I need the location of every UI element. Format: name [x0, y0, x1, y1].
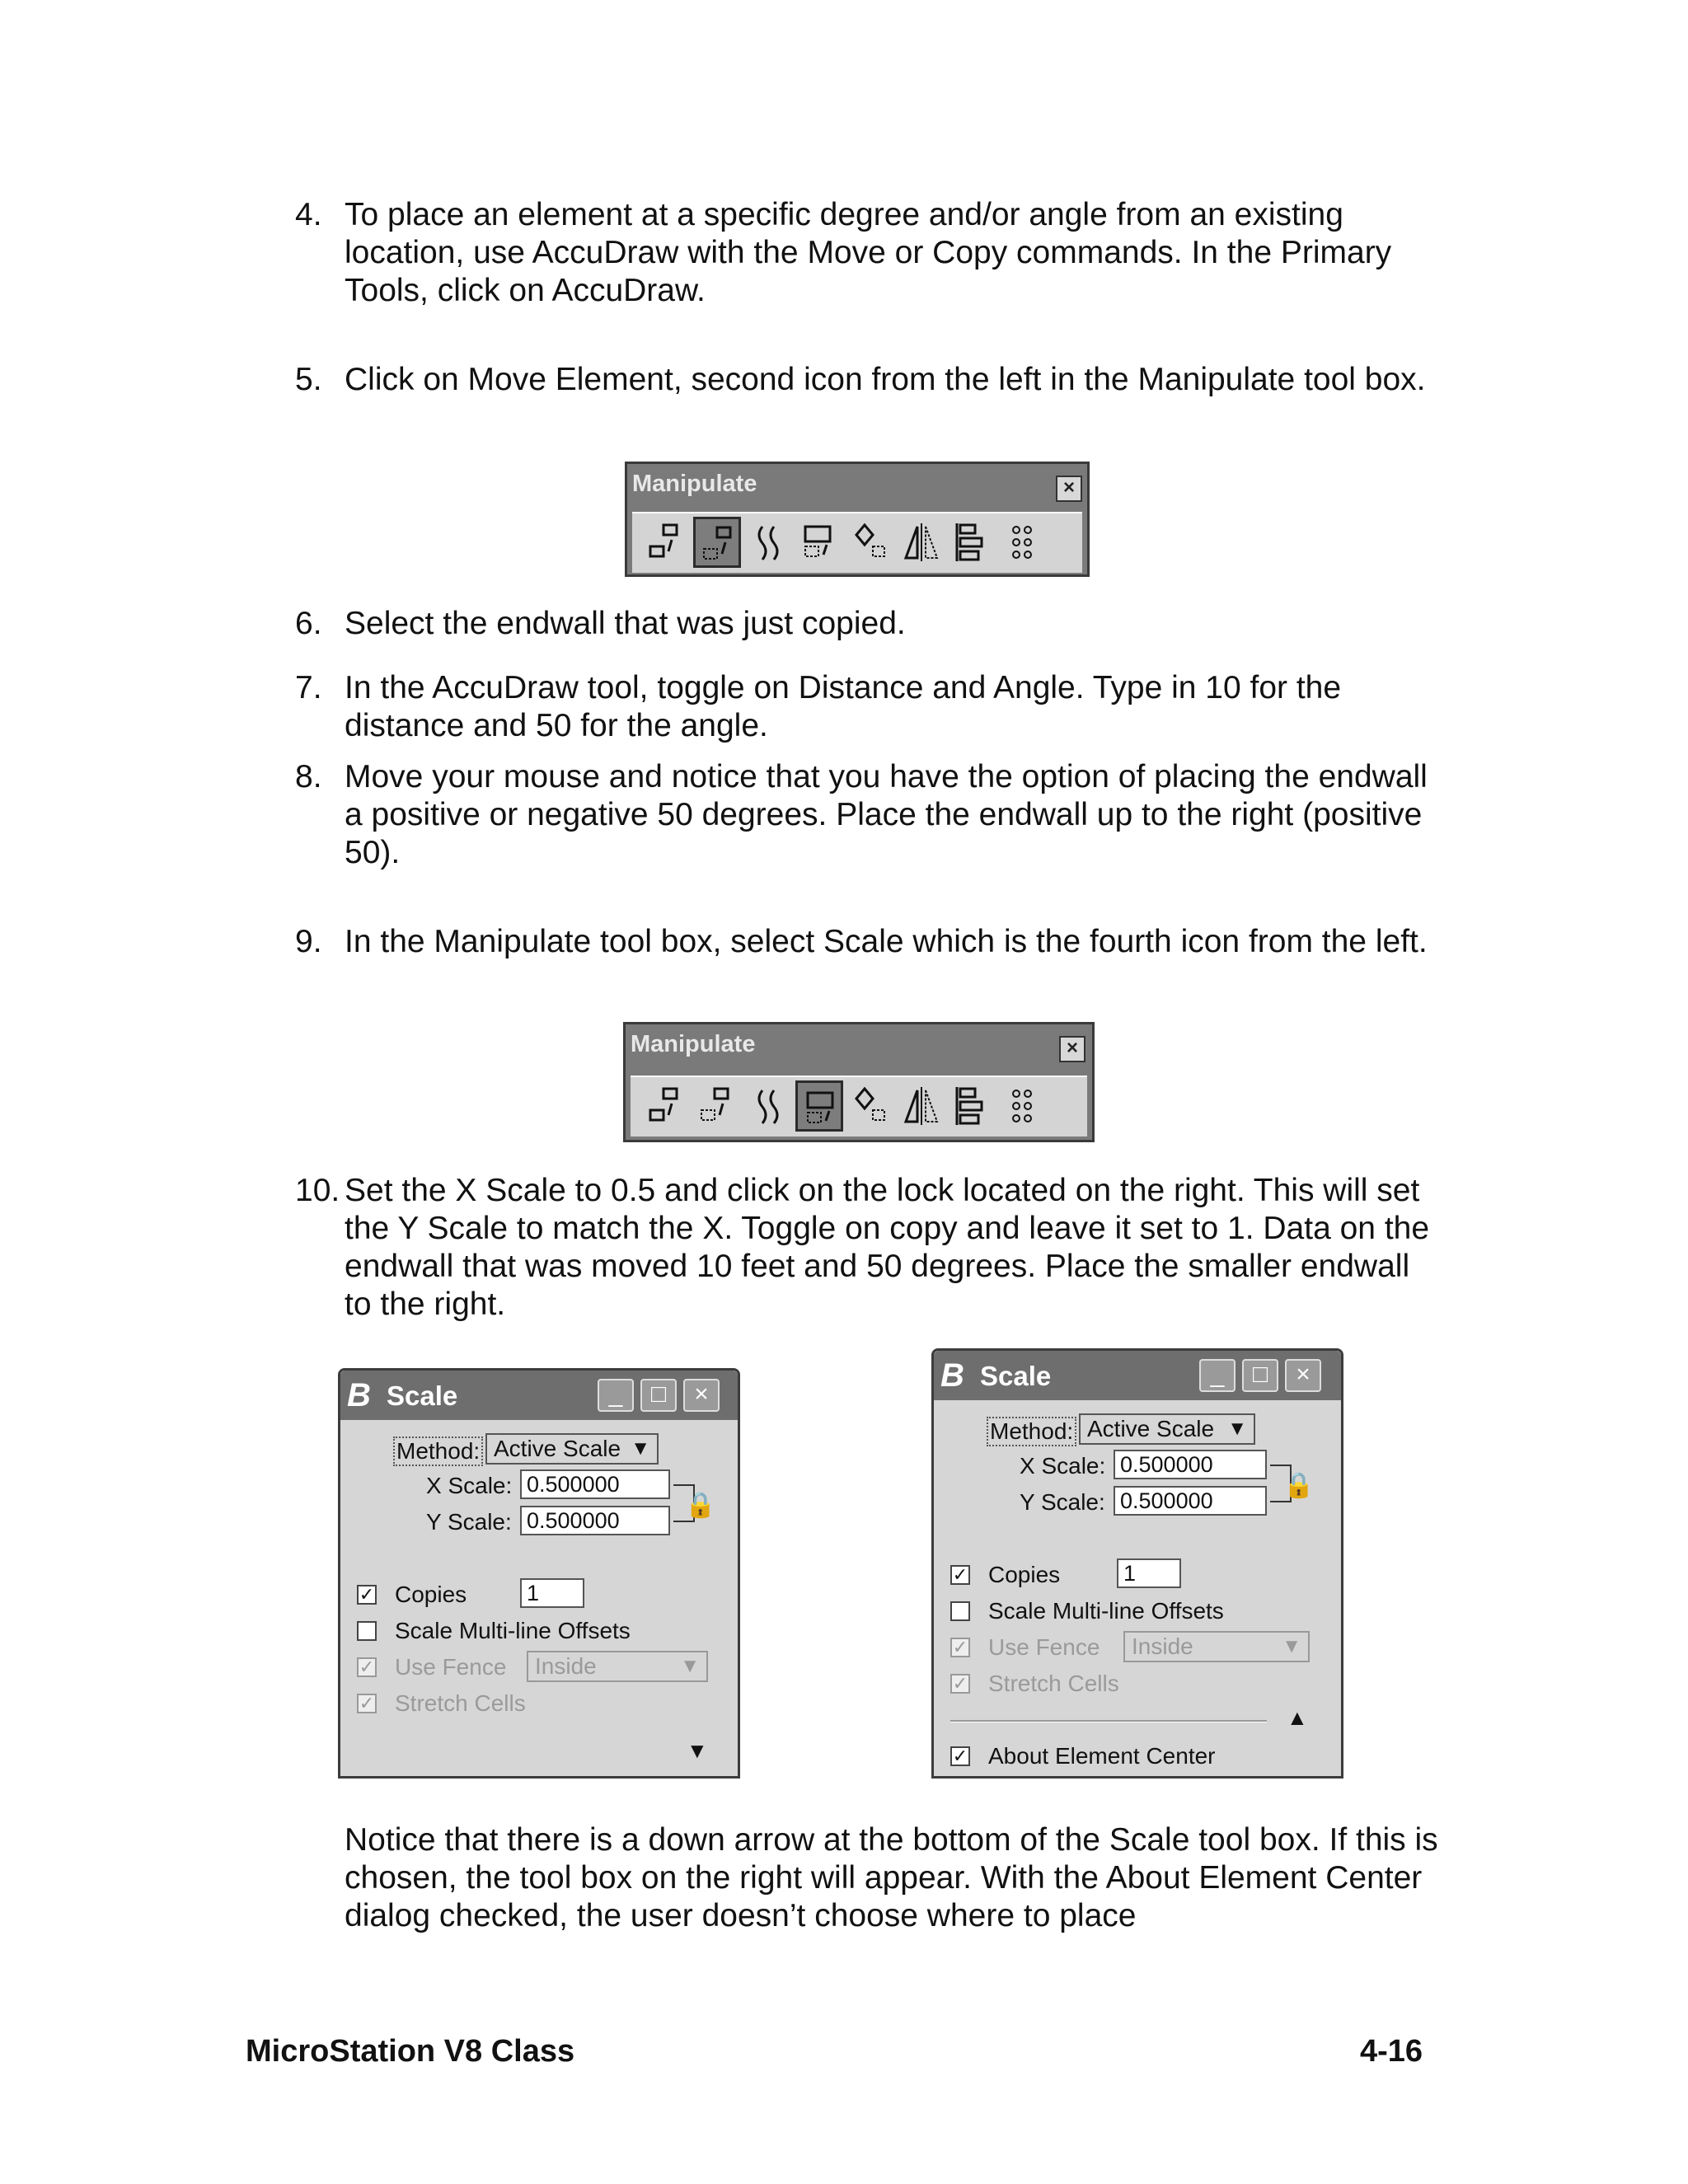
maximize-button[interactable]: □ [1242, 1359, 1278, 1392]
construct-array-tool[interactable] [1000, 517, 1048, 568]
step-number: 9. [295, 924, 322, 959]
microstation-logo-icon: B [347, 1377, 371, 1413]
step-text: Select the endwall that was just copied. [345, 606, 906, 641]
step-text: Set the X Scale to 0.5 and click on the lock located on the right. This will set the Y Scale to match the X. Toggle on copy and leave it set to 1. Data on the endwall that was moved 10 feet and 50 degrees. Place the smaller endwall to the right. [345, 1173, 1430, 1322]
expand-down-arrow-icon[interactable]: ▼ [687, 1738, 708, 1763]
about-element-center-label: About Element Center [988, 1743, 1216, 1769]
x-scale-label: X Scale: [426, 1473, 513, 1498]
dialog-title: Scale [387, 1380, 458, 1411]
collapse-up-arrow-icon[interactable]: ▲ [1287, 1705, 1308, 1730]
step-number: 8. [295, 759, 322, 794]
step-number: 6. [295, 606, 322, 641]
method-value: Active Scale [1087, 1416, 1215, 1441]
manipulate-toolbox-2 [623, 1022, 1095, 1142]
move-element-tool[interactable] [693, 1080, 741, 1132]
copies-input[interactable]: 1 [1117, 1558, 1181, 1588]
stretch-cells-label: Stretch Cells [395, 1690, 526, 1716]
scale-dialog-collapsed [338, 1368, 740, 1779]
scale-tool[interactable] [795, 1080, 843, 1132]
fence-mode-value: Inside [1132, 1633, 1193, 1659]
copy-element-tool[interactable] [642, 517, 690, 568]
y-scale-input[interactable]: 0.500000 [1114, 1486, 1267, 1516]
lock-icon[interactable]: 🔒 [1283, 1472, 1315, 1499]
rotate-tool[interactable] [846, 517, 894, 568]
close-button[interactable]: × [1285, 1359, 1321, 1392]
y-scale-input[interactable]: 0.500000 [520, 1506, 670, 1535]
x-scale-input[interactable]: 0.500000 [1114, 1450, 1267, 1479]
manipulate-toolbox-1 [625, 462, 1090, 577]
method-select[interactable] [1079, 1413, 1255, 1445]
mirror-tool[interactable] [898, 1080, 945, 1132]
stretch-cells-label: Stretch Cells [988, 1671, 1119, 1696]
maximize-button[interactable]: □ [640, 1379, 677, 1412]
move-element-tool[interactable] [693, 517, 741, 568]
fence-mode-select[interactable] [527, 1651, 708, 1682]
close-button[interactable]: × [1056, 476, 1082, 502]
x-scale-label: X Scale: [1020, 1453, 1106, 1479]
copies-checkbox[interactable]: ✓ [357, 1585, 377, 1605]
multiline-offsets-label: Scale Multi-line Offsets [395, 1618, 631, 1643]
step-text: To place an element at a specific degree and/or angle from an existing location, use AccuDraw with the Move or Copy commands. In the Primary Tools, click on AccuDraw. [345, 197, 1392, 308]
use-fence-label: Use Fence [395, 1654, 507, 1680]
step-number: 7. [295, 670, 322, 705]
step-text: In the AccuDraw tool, toggle on Distance and Angle. Type in 10 for the distance and 50 for the angle. [345, 670, 1342, 743]
dropdown-arrow-icon: ▼ [1282, 1635, 1301, 1657]
footer-title: MicroStation V8 Class [246, 2034, 575, 2069]
step-number: 4. [295, 197, 322, 232]
multiline-offsets-checkbox[interactable] [950, 1601, 970, 1621]
scale-dialog-expanded [931, 1348, 1343, 1779]
move-parallel-tool[interactable] [744, 517, 792, 568]
x-scale-input[interactable]: 0.500000 [520, 1469, 670, 1499]
move-parallel-tool[interactable] [744, 1080, 792, 1132]
align-edges-tool[interactable] [949, 1080, 996, 1132]
close-button[interactable]: × [683, 1379, 720, 1412]
scale-tool[interactable] [795, 517, 843, 568]
dialog-title: Scale [980, 1361, 1052, 1391]
fence-mode-value: Inside [535, 1653, 597, 1679]
step-text: Click on Move Element, second icon from the left in the Manipulate tool box. [345, 362, 1426, 397]
note-paragraph: Notice that there is a down arrow at the bottom of the Scale tool box. If this is chosen, the tool box on the right will appear. With the About Element Center dialog checked, the user doesn’t choose where to place [345, 1822, 1438, 1933]
copies-input[interactable]: 1 [520, 1578, 584, 1608]
multiline-offsets-label: Scale Multi-line Offsets [988, 1598, 1224, 1624]
use-fence-checkbox[interactable]: ✓ [950, 1638, 970, 1657]
method-select[interactable] [485, 1433, 659, 1465]
step-number: 5. [295, 362, 322, 397]
method-value: Active Scale [494, 1436, 621, 1461]
toolbox-title: Manipulate [632, 471, 757, 497]
copies-checkbox[interactable]: ✓ [950, 1565, 970, 1585]
step-text: In the Manipulate tool box, select Scale which is the fourth icon from the left. [345, 924, 1428, 959]
copies-label: Copies [395, 1582, 467, 1607]
y-scale-label: Y Scale: [426, 1509, 512, 1535]
step-text: Move your mouse and notice that you have the option of placing the endwall a positive or negative 50 degrees. Place the endwall up to the right (positive 50). [345, 759, 1428, 870]
rotate-tool[interactable] [846, 1080, 894, 1132]
step-number: 10. [295, 1173, 340, 1208]
y-scale-label: Y Scale: [1020, 1489, 1105, 1515]
toolbox-title: Manipulate [631, 1031, 756, 1057]
stretch-cells-checkbox[interactable]: ✓ [950, 1674, 970, 1694]
copies-label: Copies [988, 1562, 1061, 1587]
minimize-button[interactable]: _ [598, 1379, 634, 1412]
about-element-center-checkbox[interactable]: ✓ [950, 1746, 970, 1766]
title-bar [934, 1351, 1341, 1400]
dropdown-arrow-icon: ▼ [631, 1437, 650, 1460]
stretch-cells-checkbox[interactable]: ✓ [357, 1694, 377, 1713]
separator [950, 1720, 1267, 1722]
method-label: Method: [987, 1417, 1076, 1446]
copy-element-tool[interactable] [642, 1080, 690, 1132]
lock-icon[interactable]: 🔒 [685, 1492, 716, 1519]
align-edges-tool[interactable] [949, 517, 996, 568]
minimize-button[interactable]: _ [1199, 1359, 1236, 1392]
mirror-tool[interactable] [898, 517, 945, 568]
dropdown-arrow-icon: ▼ [680, 1655, 700, 1677]
dropdown-arrow-icon: ▼ [1227, 1418, 1247, 1440]
use-fence-label: Use Fence [988, 1634, 1100, 1660]
title-bar [340, 1371, 738, 1420]
use-fence-checkbox[interactable]: ✓ [357, 1657, 377, 1677]
close-button[interactable]: × [1059, 1036, 1085, 1062]
method-label: Method: [393, 1436, 483, 1466]
construct-array-tool[interactable] [1000, 1080, 1048, 1132]
multiline-offsets-checkbox[interactable] [357, 1621, 377, 1641]
page-number: 4-16 [1360, 2034, 1423, 2069]
microstation-logo-icon: B [940, 1357, 964, 1394]
fence-mode-select[interactable] [1123, 1631, 1310, 1662]
